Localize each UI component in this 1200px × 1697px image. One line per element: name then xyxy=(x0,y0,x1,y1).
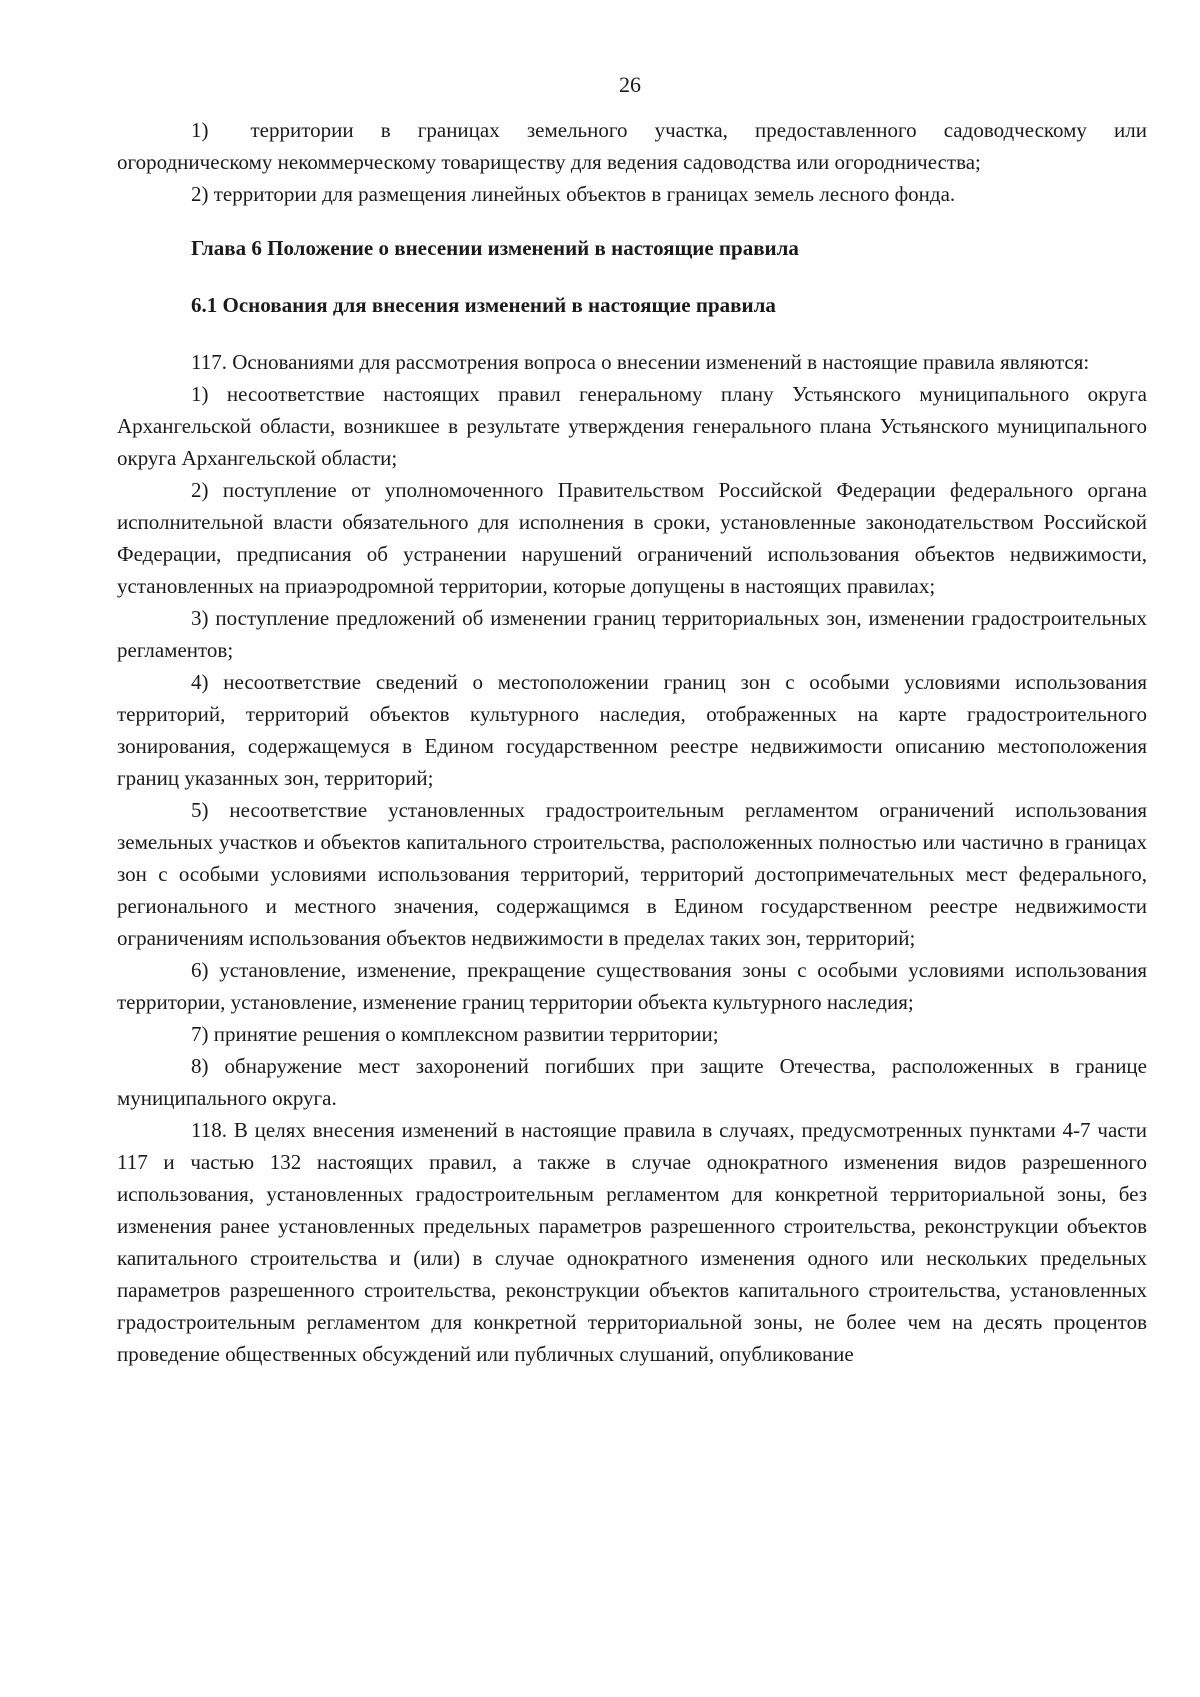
clause-117-item-8: 8) обнаружение мест захоронений погибших при защите Отечества, расположенных в границе муниципального округа. xyxy=(117,1054,1147,1110)
clause-117-item-5: 5) несоответствие установленных градостроительным регламентом ограничений использования земельных участков и объектов капитального строительства, расположенных полностью или частично в границах зон с особыми условиями использования территорий, территорий достопримечательных мест федерального, регионального и местного значения, содержащимся в Едином государственном реестре недвижимости ограничениям использования объектов недвижимости в пределах таких зон, территорий; xyxy=(117,798,1147,950)
list-item-1-garden-territory: 1) территории в границах земельного участка, предоставленного садоводческому или огородническому некоммерческому товариществу для ведения садоводства или огородничества; xyxy=(117,118,1147,174)
clause-117-item-1: 1) несоответствие настоящих правил генеральному плану Устьянского муниципального округа Архангельской области, возникшее в результате утверждения генерального плана Устьянского муниципального округа Архангельской области; xyxy=(117,382,1147,470)
page-number: 26 xyxy=(619,72,641,97)
clause-117-intro: 117. Основаниями для рассмотрения вопроса о внесении изменений в настоящие правила являются: xyxy=(191,350,1090,374)
clause-117-item-2: 2) поступление от уполномоченного Правительством Российской Федерации федерального органа исполнительной власти обязательного для исполнения в сроки, установленные законодательством Российской Федерации, предписания об устранении нарушений ограничений использования объектов недвижимости, установленных на приаэродромной территории, которые допущены в настоящих правилах; xyxy=(117,478,1147,598)
clause-117-item-6: 6) установление, изменение, прекращение существования зоны с особыми условиями использования территории, установление, изменение границ территории объекта культурного наследия; xyxy=(117,958,1147,1014)
document-body xyxy=(117,114,1147,1370)
list-item-2-linear-objects: 2) территории для размещения линейных объектов в границах земель лесного фонда. xyxy=(191,182,956,206)
clause-117-item-7: 7) принятие решения о комплексном развитии территории; xyxy=(191,1022,719,1046)
clause-117-item-3: 3) поступление предложений об изменении границ территориальных зон, изменении градостроительных регламентов; xyxy=(117,606,1147,662)
chapter-heading: Глава 6 Положение о внесении изменений в настоящие правила xyxy=(191,236,799,260)
clause-118: 118. В целях внесения изменений в настоящие правила в случаях, предусмотренных пунктами 4-7 части 117 и частью 132 настоящих правил, а также в случае однократного изменения видов разрешенного использования, установленных градостроительным регламентом для конкретной территориальной зоны, без изменения ранее установленных предельных параметров разрешенного строительства, реконструкции объектов капитального строительства и (или) в случае однократного изменения одного или нескольких предельных параметров разрешенного строительства, реконструкции объектов капитального строительства, установленных градостроительным регламентом для конкретной территориальной зоны, не более чем на десять процентов проведение общественных обсуждений или публичных слушаний, опубликование xyxy=(117,1118,1147,1366)
clause-117-item-4: 4) несоответствие сведений о местоположении границ зон с особыми условиями использования территорий, территорий объектов культурного наследия, отображенных на карте градостроительного зонирования, содержащемуся в Едином государственном реестре недвижимости описанию местоположения границ указанных зон, территорий; xyxy=(117,670,1147,790)
section-heading: 6.1 Основания для внесения изменений в настоящие правила xyxy=(191,293,776,317)
